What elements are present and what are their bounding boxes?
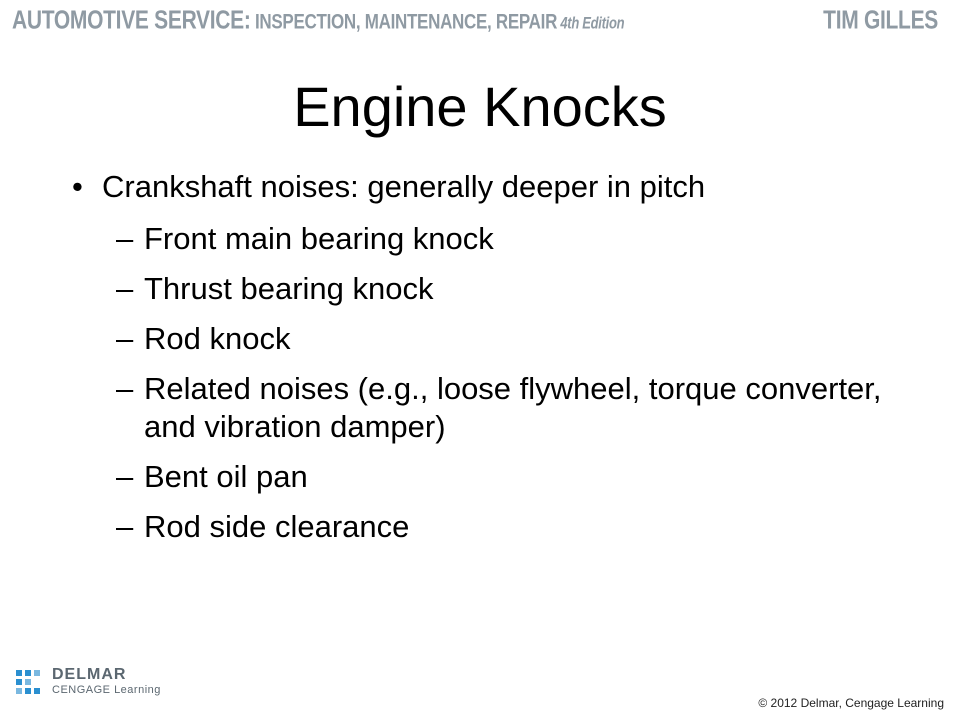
- sub-bullet-text: Thrust bearing knock: [144, 271, 434, 306]
- delmar-logo-icon: [14, 668, 44, 698]
- dash-icon: –: [116, 271, 134, 306]
- sub-bullet: [72, 270, 912, 308]
- edition-label: 4th Edition: [557, 13, 625, 33]
- logo-cengage-text: CENGAGE Learning: [52, 684, 161, 696]
- publisher-logo: [14, 666, 214, 706]
- sub-bullet: [72, 320, 912, 358]
- sub-bullet-text: Bent oil pan: [144, 459, 308, 494]
- book-title: [12, 6, 624, 36]
- slide-content: [72, 168, 912, 558]
- sub-bullet-text: Front main bearing knock: [144, 221, 494, 256]
- logo-delmar-text: DELMAR: [52, 666, 127, 683]
- sub-bullet-text: Related noises (e.g., loose flywheel, torque converter, and vibration damper): [144, 371, 882, 444]
- slide-title: Engine Knocks: [293, 75, 667, 138]
- bullet-dot-icon: •: [72, 169, 83, 204]
- dash-icon: –: [116, 509, 134, 544]
- dash-icon: –: [116, 321, 134, 356]
- sub-bullet-text: Rod side clearance: [144, 509, 410, 544]
- dash-icon: –: [116, 459, 134, 494]
- author-name: TIM GILLES: [823, 6, 938, 35]
- main-bullet-text: Crankshaft noises: generally deeper in pitch: [102, 169, 706, 204]
- sub-bullet: [72, 220, 912, 258]
- book-title-main: AUTOMOTIVE SERVICE:: [12, 6, 251, 35]
- sub-bullet: [72, 458, 912, 496]
- sub-bullet-text: Rod knock: [144, 321, 291, 356]
- copyright-notice: © 2012 Delmar, Cengage Learning: [758, 696, 944, 710]
- sub-bullet: [72, 370, 912, 446]
- dash-icon: –: [116, 371, 134, 406]
- header-banner: [0, 0, 960, 42]
- main-bullet: [72, 168, 912, 206]
- sub-bullet: [72, 508, 912, 546]
- book-title-sub: INSPECTION, MAINTENANCE, REPAIR: [250, 9, 558, 34]
- dash-icon: –: [116, 221, 134, 256]
- sub-bullet-list: [72, 220, 912, 546]
